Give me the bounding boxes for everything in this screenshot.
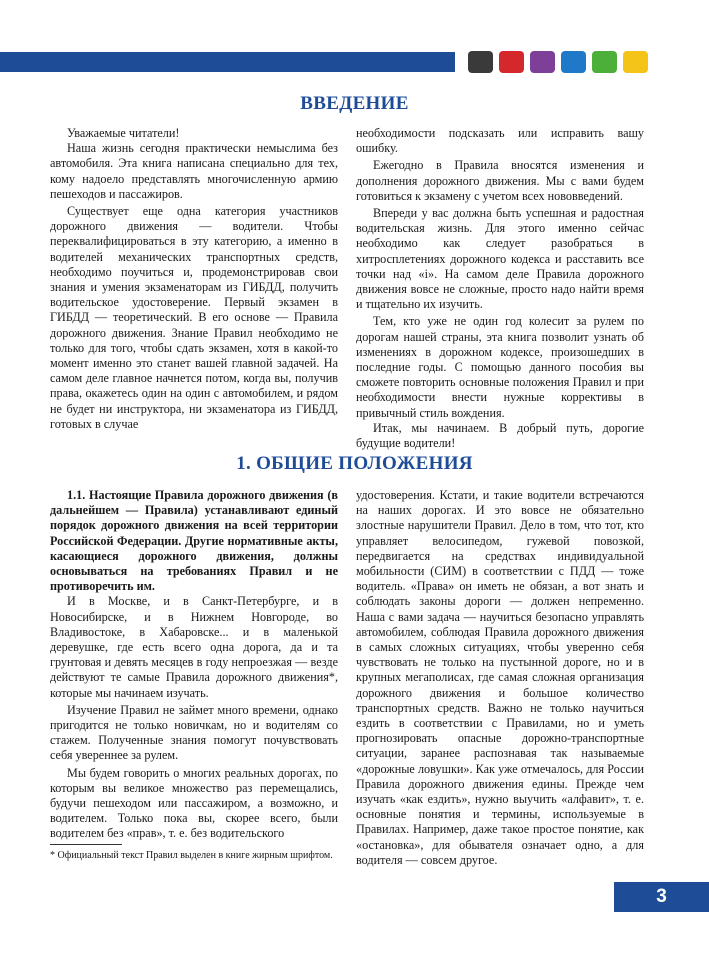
paragraph: Итак, мы начинаем. В добрый путь, дорогие будущие водители! [356,420,644,451]
intro-heading: ВВЕДЕНИЕ [300,93,409,114]
paragraph: удостоверения. Кстати, и такие водители встречаются на наших дорогах. И это вовсе не обязательно злостные нарушители Правил. Дело в том, что тот, кто управляет велосипедом, гужевой повозкой, передвигается на средствах индивидуальной мобильности (СИМ) в соответствии с ПДД — тоже водитель. «Права» он иметь не обязан, а вот знать и соблюдать законы дороги — должен непременно. Наша с вами задача — научиться безопасно управлять автомобилем, соблюдая Правила дорожного движения в самых сложных ситуациях, чтобы уверенно себя чувствовать не только на пустынной дороге, но и в крупных мегаполисах, где самая сложная организация дорожного движения и большое количество транспортных средств. Важно не только научиться ездить в соответствии с Правилами, но и уметь прогнозировать опасные дорожно-транспортные ситуации, заранее распознавая так называемые «дорожные ловушки». Как уже отмечалось, для России Правила дорожного движения едины. Прежде чем изучать «как ездить», нужно выучить «алфавит», т. е. основные понятия и термины, используемые в Правилах. Например, даже такое простое понятие, как «остановка», для обывателя означает одно, а для водителя — совсем другое. [356,488,644,867]
rule-text: 1.1. Настоящие Правила дорожного движения (в дальнейшем — Правила) устанавливают единый порядок дорожного движения на всей территории Российской Федерации. Другие нормативные акты, касающиеся дорожного движения, должны основываться на требованиях Правил и не противоречить им. [50,488,338,594]
color-swatches [468,51,648,73]
swatch-green [592,51,617,73]
paragraph: Существует еще одна категория участников дорожного движения — водители. Чтобы переквалифицироваться в эту категорию, а именно в водителей механических транспортных средств, необходимо поучиться и, продемонстрировав свои знания и умения экзаменаторам из ГИБДД, получить водительское удостоверение. Первый экзамен в ГИБДД — теоретический. В его основе — Правила дорожного движения. Знание Правил необходимо не только для того, чтобы сдать экзамен, хотя в какой-то момент именно это станет вашей главной задачей. На самом деле главное начнется потом, когда вы, получив права, окажетесь один на один с автомобилем, и рядом не будет ни инструктора, ни экзаменатора из ГИБДД, готовых в случае [50,204,338,431]
swatch-blue [561,51,586,73]
paragraph: Впереди у вас должна быть успешная и радостная водительская жизнь. Для этого именно сейчас необходимо как следует разобраться в хитросплетениях дорожного кодекса и расставить все точки над «i». На самом деле Правила дорожного движения вовсе не сложные, просто надо найти время и тщательно их изучить. [356,206,644,312]
paragraph: необходимости подсказать или исправить вашу ошибку. [356,126,644,156]
swatch-purple [530,51,555,73]
paragraph: Ежегодно в Правила вносятся изменения и дополнения дорожного движения. Мы с вами будем готовиться к экзамену с учетом всех нововведений. [356,158,644,203]
section-heading: 1. ОБЩИЕ ПОЛОЖЕНИЯ [236,453,473,474]
paragraph: Тем, кто уже не один год колесит за рулем по дорогам нашей страны, эта книга позволит узнать об изменениях в дорожном кодексе, произошедших в последние годы. С помощью данного пособия вы сможете повторить основные положения Правил и при необходимости внести нужные коррективы в привычный стиль вождения. [356,314,644,420]
paragraph: Наша жизнь сегодня практически немыслима без автомобиля. Эта книга написана специально для тех, кому надоело представлять многочисленную армию пешеходов и пассажиров. [50,141,338,201]
paragraph: Уважаемые читатели! [67,126,180,140]
paragraph: Изучение Правил не займет много времени, однако пригодится не только новичкам, но и водителям со стажем. Полученные знания помогут почувствовать себя увереннее за рулем. [50,702,338,763]
swatch-yellow [623,51,648,73]
paragraph: Мы будем говорить о многих реальных дорогах, по которым вы великое множество раз перемещались, будучи пешеходом или пассажиром, а возможно, и водителем. Только пока вы, скорее всего, были водителем без «прав», т. е. без водительского [50,765,338,841]
swatch-black [468,51,493,73]
section-right-column [356,488,644,868]
intro-right-column [356,126,644,451]
swatch-red [499,51,524,73]
header-blue-bar [0,52,455,72]
page-number: 3 [614,882,709,912]
footnote: * Официальный текст Правил выделен в книге жирным шрифтом. [50,850,333,861]
footnote-divider [50,844,122,845]
paragraph: И в Москве, и в Санкт-Петербурге, и в Новосибирске, и в Нижнем Новгороде, во Владивостоке, в Хабаровске... и в маленькой деревушке, где есть всего одна дорога, да и та грунтовая и девять месяцев в году непроезжая — везде действуют те самые Правила дорожного движения*, которые мы начинаем изучать. [50,594,338,700]
section-left-column [50,488,338,842]
intro-left-column [50,126,338,432]
